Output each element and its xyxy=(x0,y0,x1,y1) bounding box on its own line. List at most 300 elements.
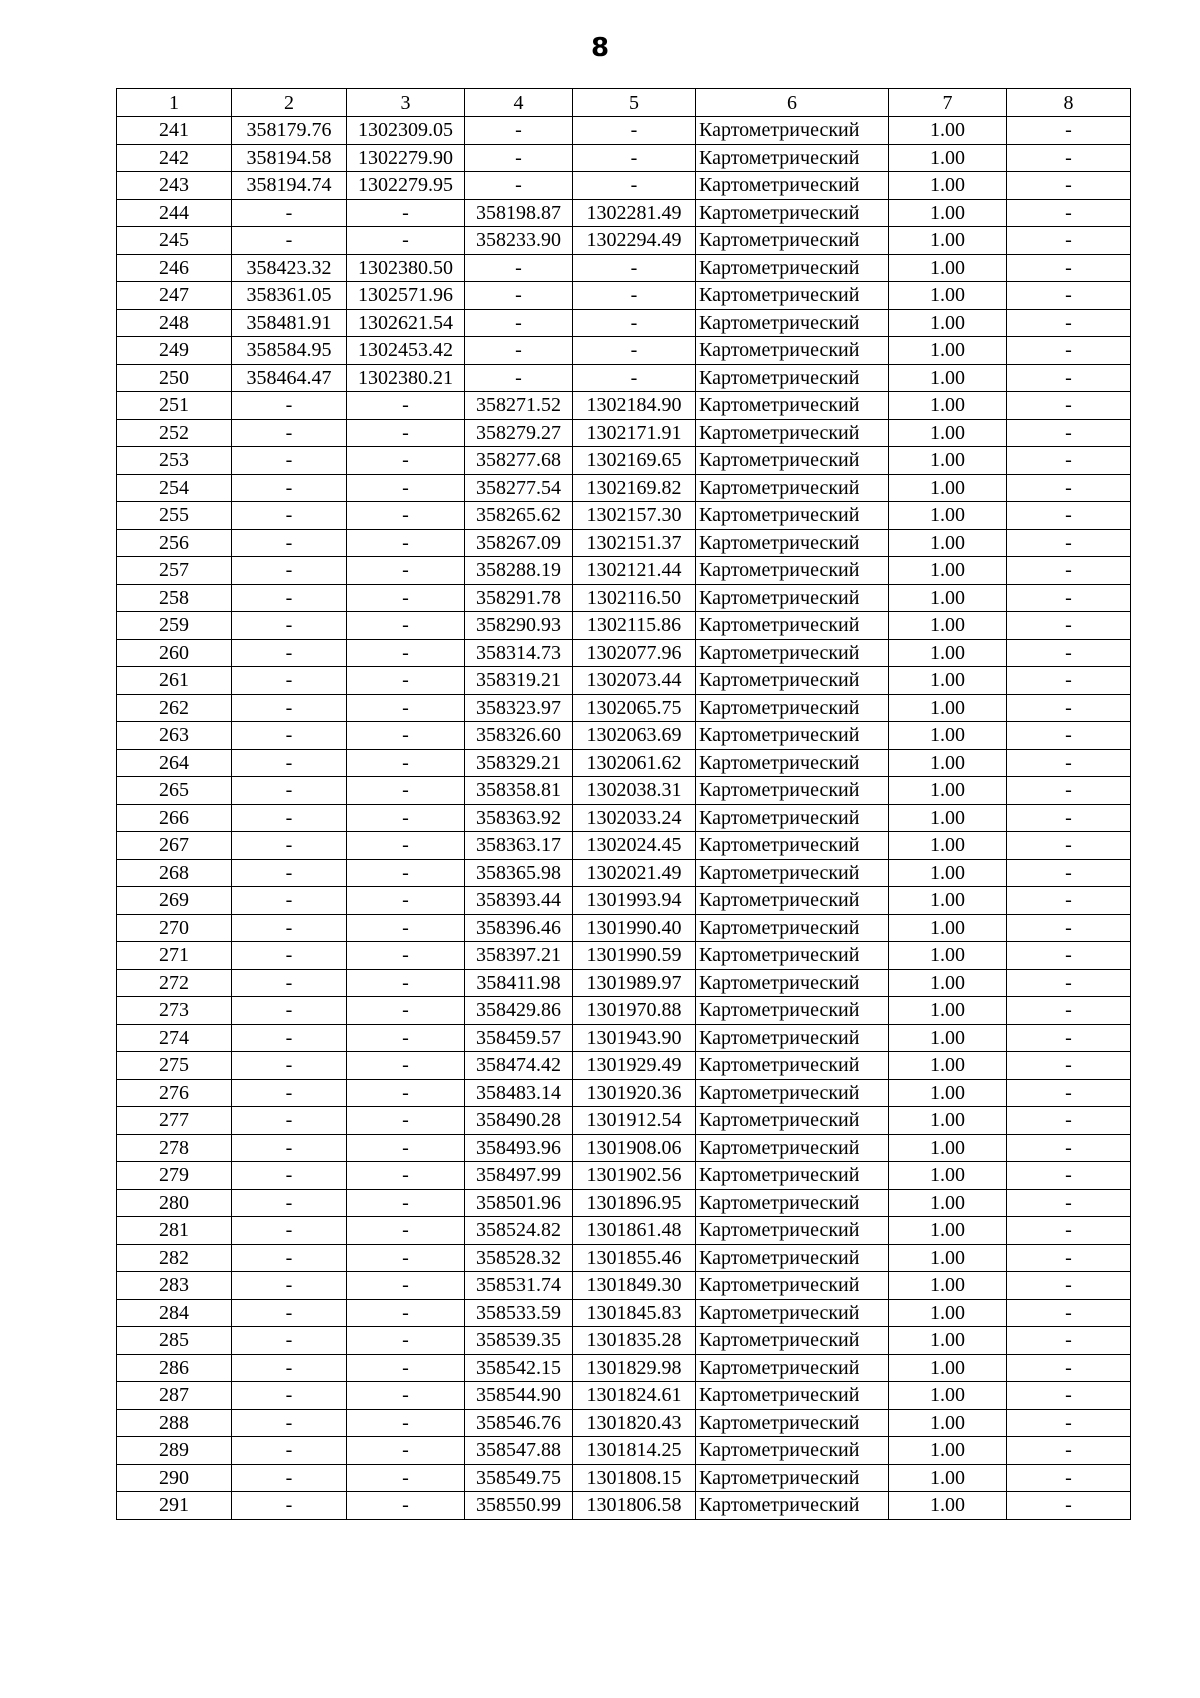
cell-y-coord-b: 1302116.50 xyxy=(573,584,696,612)
table-row xyxy=(117,694,1131,722)
cell-y-coord-a: 1302380.50 xyxy=(347,254,465,282)
cell-accuracy: 1.00 xyxy=(889,227,1007,255)
cell-note: - xyxy=(1007,172,1131,200)
cell-method: Картометрический xyxy=(696,1409,889,1437)
cell-y-coord-a: - xyxy=(347,667,465,695)
cell-point-number: 289 xyxy=(117,1437,232,1465)
cell-y-coord-a: - xyxy=(347,1217,465,1245)
cell-x-coord-a: - xyxy=(232,474,347,502)
table-row xyxy=(117,1409,1131,1437)
cell-x-coord-b: 358547.88 xyxy=(465,1437,573,1465)
cell-y-coord-a: - xyxy=(347,1409,465,1437)
table-row xyxy=(117,392,1131,420)
cell-y-coord-a: - xyxy=(347,749,465,777)
cell-accuracy: 1.00 xyxy=(889,282,1007,310)
cell-y-coord-a: - xyxy=(347,969,465,997)
table-row xyxy=(117,1134,1131,1162)
cell-y-coord-b: 1301908.06 xyxy=(573,1134,696,1162)
table-row xyxy=(117,612,1131,640)
cell-y-coord-b: 1302121.44 xyxy=(573,557,696,585)
cell-point-number: 263 xyxy=(117,722,232,750)
cell-note: - xyxy=(1007,722,1131,750)
table-row xyxy=(117,1492,1131,1520)
cell-method: Картометрический xyxy=(696,639,889,667)
cell-point-number: 241 xyxy=(117,117,232,145)
cell-x-coord-a: - xyxy=(232,584,347,612)
cell-x-coord-b: 358546.76 xyxy=(465,1409,573,1437)
cell-note: - xyxy=(1007,1107,1131,1135)
cell-method: Картометрический xyxy=(696,777,889,805)
cell-accuracy: 1.00 xyxy=(889,419,1007,447)
cell-point-number: 254 xyxy=(117,474,232,502)
cell-method: Картометрический xyxy=(696,584,889,612)
table-row xyxy=(117,309,1131,337)
cell-y-coord-b: 1302184.90 xyxy=(573,392,696,420)
table-body xyxy=(117,89,1131,1520)
header-cell-8: 8 xyxy=(1007,89,1131,117)
cell-y-coord-b: - xyxy=(573,254,696,282)
cell-accuracy: 1.00 xyxy=(889,199,1007,227)
cell-y-coord-a: - xyxy=(347,419,465,447)
cell-y-coord-b: 1302077.96 xyxy=(573,639,696,667)
cell-note: - xyxy=(1007,199,1131,227)
header-cell-6: 6 xyxy=(696,89,889,117)
cell-note: - xyxy=(1007,1464,1131,1492)
cell-x-coord-b: 358271.52 xyxy=(465,392,573,420)
cell-y-coord-a: - xyxy=(347,694,465,722)
cell-x-coord-a: - xyxy=(232,529,347,557)
cell-accuracy: 1.00 xyxy=(889,722,1007,750)
cell-y-coord-a: - xyxy=(347,392,465,420)
table-row xyxy=(117,1382,1131,1410)
table-row xyxy=(117,1464,1131,1492)
cell-x-coord-b: 358493.96 xyxy=(465,1134,573,1162)
cell-point-number: 246 xyxy=(117,254,232,282)
cell-point-number: 250 xyxy=(117,364,232,392)
cell-y-coord-b: - xyxy=(573,282,696,310)
cell-y-coord-b: 1302065.75 xyxy=(573,694,696,722)
cell-y-coord-b: 1302171.91 xyxy=(573,419,696,447)
cell-y-coord-b: 1301808.15 xyxy=(573,1464,696,1492)
cell-x-coord-a: - xyxy=(232,447,347,475)
cell-y-coord-b: 1301824.61 xyxy=(573,1382,696,1410)
cell-x-coord-a: - xyxy=(232,942,347,970)
cell-x-coord-b: - xyxy=(465,117,573,145)
cell-note: - xyxy=(1007,557,1131,585)
cell-y-coord-b: 1301989.97 xyxy=(573,969,696,997)
cell-accuracy: 1.00 xyxy=(889,144,1007,172)
cell-point-number: 253 xyxy=(117,447,232,475)
cell-note: - xyxy=(1007,502,1131,530)
cell-y-coord-a: - xyxy=(347,1024,465,1052)
table-row xyxy=(117,117,1131,145)
cell-note: - xyxy=(1007,1134,1131,1162)
table-row xyxy=(117,997,1131,1025)
cell-y-coord-a: - xyxy=(347,199,465,227)
cell-y-coord-a: - xyxy=(347,1244,465,1272)
cell-y-coord-a: - xyxy=(347,914,465,942)
cell-y-coord-a: - xyxy=(347,557,465,585)
cell-accuracy: 1.00 xyxy=(889,447,1007,475)
cell-y-coord-b: 1302073.44 xyxy=(573,667,696,695)
cell-y-coord-b: 1301943.90 xyxy=(573,1024,696,1052)
cell-y-coord-b: - xyxy=(573,364,696,392)
cell-x-coord-b: 358314.73 xyxy=(465,639,573,667)
cell-method: Картометрический xyxy=(696,1464,889,1492)
cell-y-coord-b: 1302115.86 xyxy=(573,612,696,640)
cell-x-coord-b: 358267.09 xyxy=(465,529,573,557)
cell-method: Картометрический xyxy=(696,1244,889,1272)
cell-method: Картометрический xyxy=(696,199,889,227)
table-row xyxy=(117,1189,1131,1217)
cell-y-coord-a: - xyxy=(347,1189,465,1217)
cell-accuracy: 1.00 xyxy=(889,364,1007,392)
cell-point-number: 242 xyxy=(117,144,232,172)
cell-accuracy: 1.00 xyxy=(889,804,1007,832)
cell-note: - xyxy=(1007,694,1131,722)
cell-accuracy: 1.00 xyxy=(889,1299,1007,1327)
cell-x-coord-b: 358550.99 xyxy=(465,1492,573,1520)
cell-method: Картометрический xyxy=(696,1299,889,1327)
table-row xyxy=(117,282,1131,310)
cell-method: Картометрический xyxy=(696,997,889,1025)
cell-point-number: 245 xyxy=(117,227,232,255)
cell-y-coord-b: 1302157.30 xyxy=(573,502,696,530)
table-row xyxy=(117,1162,1131,1190)
cell-method: Картометрический xyxy=(696,969,889,997)
cell-x-coord-a: - xyxy=(232,1272,347,1300)
cell-point-number: 280 xyxy=(117,1189,232,1217)
cell-point-number: 272 xyxy=(117,969,232,997)
cell-point-number: 243 xyxy=(117,172,232,200)
table-row xyxy=(117,557,1131,585)
cell-point-number: 274 xyxy=(117,1024,232,1052)
table-row xyxy=(117,1437,1131,1465)
cell-note: - xyxy=(1007,1409,1131,1437)
cell-method: Картометрический xyxy=(696,1354,889,1382)
cell-x-coord-a: 358464.47 xyxy=(232,364,347,392)
cell-point-number: 264 xyxy=(117,749,232,777)
cell-accuracy: 1.00 xyxy=(889,309,1007,337)
cell-note: - xyxy=(1007,309,1131,337)
cell-x-coord-b: 358396.46 xyxy=(465,914,573,942)
table-row xyxy=(117,832,1131,860)
cell-x-coord-a: - xyxy=(232,859,347,887)
cell-y-coord-b: - xyxy=(573,117,696,145)
cell-accuracy: 1.00 xyxy=(889,117,1007,145)
cell-y-coord-a: 1302571.96 xyxy=(347,282,465,310)
cell-point-number: 285 xyxy=(117,1327,232,1355)
cell-y-coord-a: 1302309.05 xyxy=(347,117,465,145)
cell-method: Картометрический xyxy=(696,557,889,585)
cell-x-coord-a: - xyxy=(232,199,347,227)
cell-accuracy: 1.00 xyxy=(889,1244,1007,1272)
cell-note: - xyxy=(1007,1354,1131,1382)
table-row xyxy=(117,337,1131,365)
cell-accuracy: 1.00 xyxy=(889,859,1007,887)
cell-note: - xyxy=(1007,392,1131,420)
cell-x-coord-a: - xyxy=(232,832,347,860)
table-row xyxy=(117,1327,1131,1355)
cell-x-coord-a: - xyxy=(232,1299,347,1327)
cell-y-coord-b: 1301855.46 xyxy=(573,1244,696,1272)
table-row xyxy=(117,1244,1131,1272)
cell-y-coord-a: - xyxy=(347,1052,465,1080)
cell-method: Картометрический xyxy=(696,722,889,750)
cell-x-coord-b: 358363.17 xyxy=(465,832,573,860)
cell-x-coord-b: 358358.81 xyxy=(465,777,573,805)
cell-method: Картометрический xyxy=(696,1492,889,1520)
cell-note: - xyxy=(1007,1327,1131,1355)
cell-x-coord-b: 358363.92 xyxy=(465,804,573,832)
header-cell-3: 3 xyxy=(347,89,465,117)
cell-x-coord-b: 358265.62 xyxy=(465,502,573,530)
cell-x-coord-b: 358319.21 xyxy=(465,667,573,695)
cell-x-coord-a: - xyxy=(232,804,347,832)
cell-method: Картометрический xyxy=(696,612,889,640)
cell-y-coord-b: 1301993.94 xyxy=(573,887,696,915)
table-row xyxy=(117,1024,1131,1052)
cell-y-coord-b: 1302169.82 xyxy=(573,474,696,502)
cell-method: Картометрический xyxy=(696,529,889,557)
cell-x-coord-b: 358528.32 xyxy=(465,1244,573,1272)
cell-note: - xyxy=(1007,1162,1131,1190)
cell-point-number: 273 xyxy=(117,997,232,1025)
cell-x-coord-a: - xyxy=(232,1382,347,1410)
cell-y-coord-a: - xyxy=(347,639,465,667)
cell-method: Картометрический xyxy=(696,502,889,530)
cell-accuracy: 1.00 xyxy=(889,914,1007,942)
cell-accuracy: 1.00 xyxy=(889,254,1007,282)
cell-method: Картометрический xyxy=(696,364,889,392)
cell-note: - xyxy=(1007,1217,1131,1245)
cell-method: Картометрический xyxy=(696,1272,889,1300)
cell-note: - xyxy=(1007,914,1131,942)
header-cell-5: 5 xyxy=(573,89,696,117)
cell-y-coord-a: - xyxy=(347,804,465,832)
cell-point-number: 259 xyxy=(117,612,232,640)
page-number: 8 xyxy=(590,33,610,63)
cell-note: - xyxy=(1007,1052,1131,1080)
cell-note: - xyxy=(1007,804,1131,832)
cell-point-number: 279 xyxy=(117,1162,232,1190)
cell-x-coord-a: - xyxy=(232,557,347,585)
cell-note: - xyxy=(1007,777,1131,805)
cell-point-number: 291 xyxy=(117,1492,232,1520)
table-row xyxy=(117,914,1131,942)
cell-note: - xyxy=(1007,227,1131,255)
cell-x-coord-a: - xyxy=(232,1052,347,1080)
cell-method: Картометрический xyxy=(696,1217,889,1245)
cell-y-coord-b: 1302281.49 xyxy=(573,199,696,227)
cell-point-number: 262 xyxy=(117,694,232,722)
cell-method: Картометрический xyxy=(696,1437,889,1465)
cell-method: Картометрический xyxy=(696,694,889,722)
cell-y-coord-a: - xyxy=(347,1327,465,1355)
cell-x-coord-b: - xyxy=(465,337,573,365)
cell-y-coord-a: - xyxy=(347,1162,465,1190)
cell-method: Картометрический xyxy=(696,144,889,172)
cell-point-number: 248 xyxy=(117,309,232,337)
cell-point-number: 251 xyxy=(117,392,232,420)
cell-x-coord-b: 358497.99 xyxy=(465,1162,573,1190)
cell-point-number: 266 xyxy=(117,804,232,832)
cell-method: Картометрический xyxy=(696,254,889,282)
cell-method: Картометрический xyxy=(696,419,889,447)
cell-y-coord-b: - xyxy=(573,172,696,200)
cell-point-number: 277 xyxy=(117,1107,232,1135)
cell-x-coord-b: 358277.54 xyxy=(465,474,573,502)
cell-y-coord-a: 1302621.54 xyxy=(347,309,465,337)
table-row xyxy=(117,364,1131,392)
cell-note: - xyxy=(1007,1272,1131,1300)
cell-method: Картометрический xyxy=(696,1079,889,1107)
table-row xyxy=(117,804,1131,832)
cell-x-coord-a: - xyxy=(232,1162,347,1190)
cell-point-number: 275 xyxy=(117,1052,232,1080)
cell-point-number: 278 xyxy=(117,1134,232,1162)
cell-point-number: 252 xyxy=(117,419,232,447)
cell-method: Картометрический xyxy=(696,1134,889,1162)
cell-x-coord-b: 358277.68 xyxy=(465,447,573,475)
cell-x-coord-a: - xyxy=(232,1327,347,1355)
cell-x-coord-b: 358326.60 xyxy=(465,722,573,750)
cell-method: Картометрический xyxy=(696,282,889,310)
cell-y-coord-a: - xyxy=(347,1299,465,1327)
cell-x-coord-a: - xyxy=(232,1024,347,1052)
cell-x-coord-a: - xyxy=(232,997,347,1025)
cell-accuracy: 1.00 xyxy=(889,997,1007,1025)
cell-point-number: 244 xyxy=(117,199,232,227)
cell-note: - xyxy=(1007,144,1131,172)
cell-y-coord-a: - xyxy=(347,529,465,557)
cell-accuracy: 1.00 xyxy=(889,749,1007,777)
cell-y-coord-b: 1302294.49 xyxy=(573,227,696,255)
cell-y-coord-a: - xyxy=(347,722,465,750)
cell-x-coord-a: - xyxy=(232,502,347,530)
cell-x-coord-b: 358393.44 xyxy=(465,887,573,915)
cell-x-coord-a: - xyxy=(232,694,347,722)
cell-method: Картометрический xyxy=(696,337,889,365)
cell-accuracy: 1.00 xyxy=(889,392,1007,420)
cell-y-coord-b: 1301820.43 xyxy=(573,1409,696,1437)
cell-x-coord-a: - xyxy=(232,1079,347,1107)
cell-y-coord-b: 1302061.62 xyxy=(573,749,696,777)
table-row xyxy=(117,1299,1131,1327)
cell-y-coord-a: - xyxy=(347,1079,465,1107)
cell-y-coord-a: - xyxy=(347,227,465,255)
cell-x-coord-b: 358542.15 xyxy=(465,1354,573,1382)
coordinates-table xyxy=(116,88,1131,1520)
cell-x-coord-b: 358549.75 xyxy=(465,1464,573,1492)
header-cell-7: 7 xyxy=(889,89,1007,117)
cell-point-number: 265 xyxy=(117,777,232,805)
cell-y-coord-a: 1302453.42 xyxy=(347,337,465,365)
cell-accuracy: 1.00 xyxy=(889,1354,1007,1382)
table-row xyxy=(117,887,1131,915)
cell-y-coord-b: 1301806.58 xyxy=(573,1492,696,1520)
cell-y-coord-b: 1301835.28 xyxy=(573,1327,696,1355)
cell-y-coord-b: 1301896.95 xyxy=(573,1189,696,1217)
cell-y-coord-b: 1301920.36 xyxy=(573,1079,696,1107)
cell-y-coord-a: 1302380.21 xyxy=(347,364,465,392)
cell-x-coord-b: 358533.59 xyxy=(465,1299,573,1327)
cell-x-coord-a: - xyxy=(232,1464,347,1492)
cell-x-coord-b: 358291.78 xyxy=(465,584,573,612)
cell-y-coord-b: 1302021.49 xyxy=(573,859,696,887)
cell-x-coord-b: - xyxy=(465,254,573,282)
cell-y-coord-a: - xyxy=(347,1492,465,1520)
cell-note: - xyxy=(1007,254,1131,282)
table-row xyxy=(117,254,1131,282)
cell-y-coord-a: - xyxy=(347,777,465,805)
cell-note: - xyxy=(1007,997,1131,1025)
cell-point-number: 256 xyxy=(117,529,232,557)
cell-accuracy: 1.00 xyxy=(889,502,1007,530)
table-row xyxy=(117,1272,1131,1300)
table-row xyxy=(117,172,1131,200)
cell-note: - xyxy=(1007,1024,1131,1052)
table-row xyxy=(117,1354,1131,1382)
cell-y-coord-b: 1301912.54 xyxy=(573,1107,696,1135)
cell-accuracy: 1.00 xyxy=(889,1492,1007,1520)
cell-y-coord-a: - xyxy=(347,1354,465,1382)
table-row xyxy=(117,749,1131,777)
cell-y-coord-a: - xyxy=(347,832,465,860)
cell-x-coord-a: - xyxy=(232,639,347,667)
table-row xyxy=(117,227,1131,255)
cell-accuracy: 1.00 xyxy=(889,1024,1007,1052)
cell-note: - xyxy=(1007,419,1131,447)
cell-x-coord-b: 358198.87 xyxy=(465,199,573,227)
cell-point-number: 255 xyxy=(117,502,232,530)
table-row xyxy=(117,199,1131,227)
cell-point-number: 258 xyxy=(117,584,232,612)
table-row xyxy=(117,722,1131,750)
cell-method: Картометрический xyxy=(696,474,889,502)
cell-note: - xyxy=(1007,1299,1131,1327)
cell-note: - xyxy=(1007,612,1131,640)
cell-accuracy: 1.00 xyxy=(889,1107,1007,1135)
cell-method: Картометрический xyxy=(696,832,889,860)
table-row xyxy=(117,639,1131,667)
cell-x-coord-b: 358329.21 xyxy=(465,749,573,777)
cell-x-coord-a: - xyxy=(232,969,347,997)
cell-x-coord-b: 358483.14 xyxy=(465,1079,573,1107)
cell-accuracy: 1.00 xyxy=(889,777,1007,805)
table-row xyxy=(117,1107,1131,1135)
cell-accuracy: 1.00 xyxy=(889,887,1007,915)
cell-x-coord-b: - xyxy=(465,309,573,337)
cell-y-coord-a: - xyxy=(347,1437,465,1465)
cell-y-coord-b: 1301990.40 xyxy=(573,914,696,942)
cell-y-coord-a: - xyxy=(347,887,465,915)
cell-y-coord-b: 1301814.25 xyxy=(573,1437,696,1465)
cell-x-coord-b: 358524.82 xyxy=(465,1217,573,1245)
cell-point-number: 269 xyxy=(117,887,232,915)
cell-accuracy: 1.00 xyxy=(889,584,1007,612)
cell-y-coord-a: 1302279.90 xyxy=(347,144,465,172)
cell-x-coord-b: - xyxy=(465,364,573,392)
cell-method: Картометрический xyxy=(696,227,889,255)
cell-x-coord-a: 358584.95 xyxy=(232,337,347,365)
header-cell-4: 4 xyxy=(465,89,573,117)
cell-accuracy: 1.00 xyxy=(889,1079,1007,1107)
cell-method: Картометрический xyxy=(696,914,889,942)
cell-accuracy: 1.00 xyxy=(889,1382,1007,1410)
cell-accuracy: 1.00 xyxy=(889,1134,1007,1162)
cell-x-coord-a: - xyxy=(232,419,347,447)
